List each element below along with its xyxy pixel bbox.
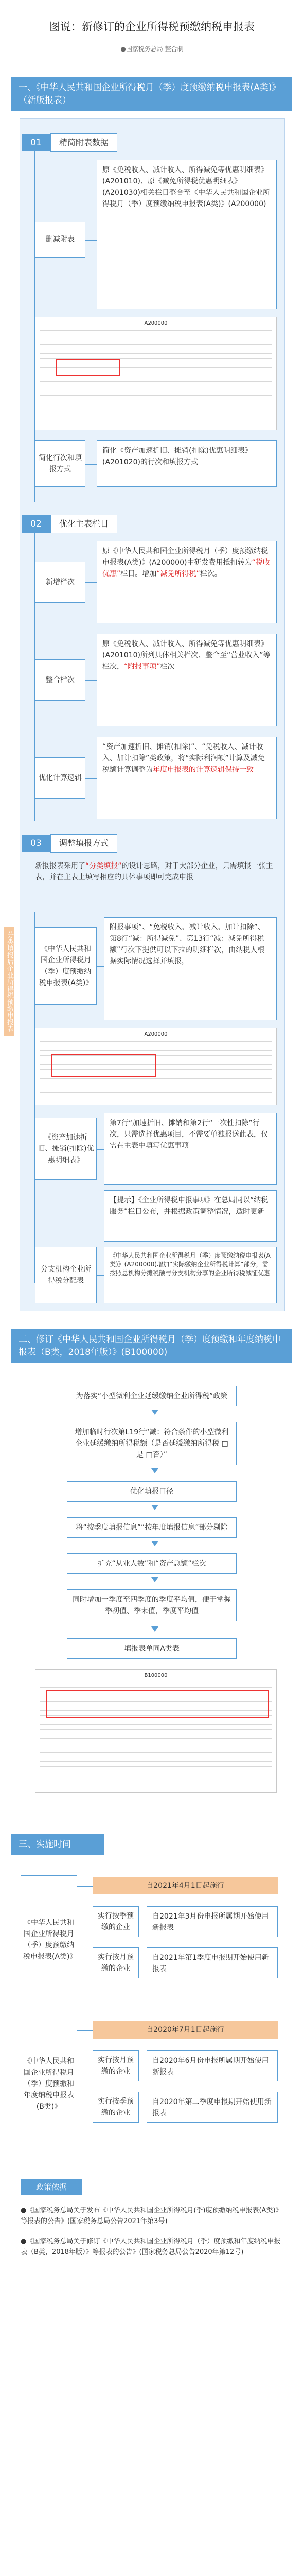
sub-3-label: 调整填报方式 xyxy=(50,834,117,853)
side-tag: 分类填报后企业所得税预缴申报表 xyxy=(4,927,14,1036)
sub-2-left-3: 优化计算逻辑 xyxy=(35,757,85,799)
flow-step-2: 增加临时行次第L19行“减：符合条件的小型微利企业延缓缴纳所得税额（是否延缓缴纳所得税 □是 □否）” xyxy=(67,1422,237,1465)
connector-line xyxy=(85,240,97,241)
connector-line xyxy=(85,582,97,583)
flow-arrow xyxy=(151,1468,158,1473)
sub-2-left-1: 新增栏次 xyxy=(35,562,85,603)
policy-item-2: ●《国家税务总局关于修订《中华人民共和国企业所得税月（季）度预缴和年度纳税申报表（B类，2018年版）》等报表的公告》(国家税务总局公告2020年第12号) xyxy=(21,2238,281,2256)
flow-arrow xyxy=(151,1505,158,1510)
sub-2-right-3: “资产加速折旧、摊销(扣除)”、“免税收入、减计收入、加计扣除”类政策，将“实际利润额”计算及减免税额计算调整为年度申报表的计算逻辑保持一致 xyxy=(97,737,277,819)
form-thumbnail-a200000-detail: A200000 xyxy=(35,1028,277,1105)
page-author: ●国家税务总局 整合制 xyxy=(120,45,184,53)
sub-3-intro: 新报报表采用了“分类填报”的设计思路，对于大部分企业，只需填报一张主表，并在主表上填写相应的具体事项即可完成申报 xyxy=(35,862,273,882)
sub-3-left-3: 分支机构企业所得税分配表 xyxy=(35,1247,97,1303)
section-2-title: 二、修订《中华人民共和国企业所得税月（季）度预缴和年度纳税申报表（B类，2018年版）》(B100000) xyxy=(11,1329,292,1363)
impl-note-top-2: 自2021年第1季度申报期开始使用新报表 xyxy=(147,1947,278,1978)
connector-line xyxy=(85,778,97,779)
impl-note-bottom-1: 自2020年6月份申报所属期开始使用新报表 xyxy=(147,2050,278,2081)
form-thumbnail-a200000: A200000 xyxy=(35,317,277,430)
connector-line xyxy=(77,2030,93,2031)
connector-line xyxy=(77,1886,93,1887)
flow-step-5: 扩充“从业人数”和“资产总额”栏次 xyxy=(67,1553,237,1574)
flow-step-7: 填报表单同A类表 xyxy=(67,1638,237,1659)
impl-item-top-1: 实行按季预缴的企业 xyxy=(93,1906,139,1937)
sub-1-num: 01 xyxy=(22,134,50,151)
sub-1-head xyxy=(22,134,117,151)
connector-line xyxy=(97,1275,104,1276)
flow-step-4: 将“按季度填报信息”“按年度填报信息”部分剔除 xyxy=(67,1517,237,1538)
impl-note-top-1: 自2021年3月份申报所属期开始使用新报表 xyxy=(147,1906,278,1937)
section-1-title: 一、《中华人民共和国企业所得税月（季）度预缴纳税申报表(A类)》（新版报表） xyxy=(11,77,292,111)
sub-3-num: 03 xyxy=(22,835,50,852)
sub-3-note: 【提示】《企业所得税申报事项》在总局同以“纳税服务”栏目公布，并根据政策调整情况，适时更新 xyxy=(104,1190,277,1242)
sub-1-left-top: 删减附表 xyxy=(35,222,85,258)
sub-1-left-bottom: 简化行次和填报方式 xyxy=(35,440,85,487)
sub-2-num: 02 xyxy=(22,515,50,533)
flow-arrow xyxy=(151,1541,158,1546)
connector-line xyxy=(85,680,97,681)
impl-item-bottom-2: 实行按季预缴的企业 xyxy=(93,2092,139,2123)
sub-3-left-1: 《中华人民共和国企业所得税月（季）度预缴纳税申报表(A类)》 xyxy=(35,927,97,1005)
sub-3-right-3: 《中华人民共和国企业所得税月（季）度预缴纳税申报表(A类)》(A200000)增加“实际缴纳企业所得税计算”部分，需按照总机构分摊税额与分支机构分享的企业所得税减征优惠 xyxy=(104,1247,277,1303)
flow-step-1: 为落实“小型微利企业延缓缴纳企业所得税”政策 xyxy=(67,1386,237,1406)
policy-item-1: ●《国家税务总局关于发布《中华人民共和国企业所得税月(季)度预缴纳税申报表(A类)》等报表的公告》(国家税务总局公告2021年第3号) xyxy=(21,2207,282,2225)
impl-item-bottom-1: 实行按月预缴的企业 xyxy=(93,2050,139,2081)
form-thumbnail-b100000: B100000 xyxy=(35,1669,277,1793)
impl-item-top-2: 实行按月预缴的企业 xyxy=(93,1947,139,1978)
sub-3-head xyxy=(22,835,117,852)
impl-left-bottom: 《中华人民共和国企业所得税月（季）度预缴和年度纳税申报表(B类)》 xyxy=(21,2020,77,2148)
impl-left-top: 《中华人民共和国企业所得税月（季）度预缴纳税申报表(A类)》 xyxy=(21,1875,77,2004)
sub-2-label: 优化主表栏目 xyxy=(50,515,117,533)
flow-step-6: 同时增加一季度至四季度的季度平均值，便于掌握季初值、季末值，季度平均值 xyxy=(67,1589,237,1621)
policy-head: 政策依据 xyxy=(21,2179,82,2195)
sub-3-right-2: 第7行“加速折旧、摊销和第2行“一次性扣除”行次，只需选择优惠项目，不需要单独报送此表，仅需在主表中填写优惠事项 xyxy=(104,1113,277,1185)
flow-arrow xyxy=(151,1577,158,1582)
sub-3-left-2: 《资产加速折旧、摊销(扣除)优惠明细表》 xyxy=(35,1118,97,1180)
section-3-title: 三、实施时间 xyxy=(11,1834,104,1855)
sub-2-left-2: 整合栏次 xyxy=(35,659,85,701)
connector-line xyxy=(85,464,97,465)
impl-note-bottom-2: 自2020年第二季度申报期开始使用新报表 xyxy=(147,2092,278,2123)
sub-1-right-bottom: 简化《资产加速折旧、摊销(扣除)优惠明细表》(A201020)的行次和填报方式 xyxy=(97,440,277,487)
sub-1-right-top: 原《免税收入、减计收入、所得减免等优惠明细表》(A201010)、原《减免所得税优惠明细表》(A201030)相关栏目整合至《中华人民共和国企业所得税月（季）度预缴纳税申报表(A类)》(A200000) xyxy=(97,160,277,309)
connector-line xyxy=(97,1149,104,1150)
connector-line xyxy=(97,966,104,967)
sub-2-right-2: 原《免税收入、减计收入、所得减免等优惠明细表》(A201010)所列具体相关栏次、整合至“营业收入”等栏次，“附报事项”栏次 xyxy=(97,634,277,726)
impl-date-bottom: 自2020年7月1日起施行 xyxy=(93,2021,278,2039)
sub-3-right-1: 附报事项”、“免税收入、减计收入、加计扣除”、第8行“减：所得减免”、第13行“减：减免所得税额”行次下提供可以下拉的明细栏次，由纳税人根据实际情况选择并填报， xyxy=(104,917,277,1020)
sub-2-head xyxy=(22,515,117,533)
flow-arrow xyxy=(151,1410,158,1415)
impl-date-top: 自2021年4月1日起施行 xyxy=(93,1877,278,1894)
flow-arrow xyxy=(151,1626,158,1632)
flow-step-3: 优化填报口径 xyxy=(67,1481,237,1502)
sub-1-label: 精简附表数据 xyxy=(50,133,117,152)
sub-2-right-1: 原《中华人民共和国企业所得税月（季）度预缴纳税申报表(A类)》(A200000)中研发费用抵扣转为“税收优惠”栏目。增加“减免所得税”栏次。 xyxy=(97,541,277,623)
page-title: 图说：新修订的企业所得税预缴纳税申报表 xyxy=(49,21,255,33)
